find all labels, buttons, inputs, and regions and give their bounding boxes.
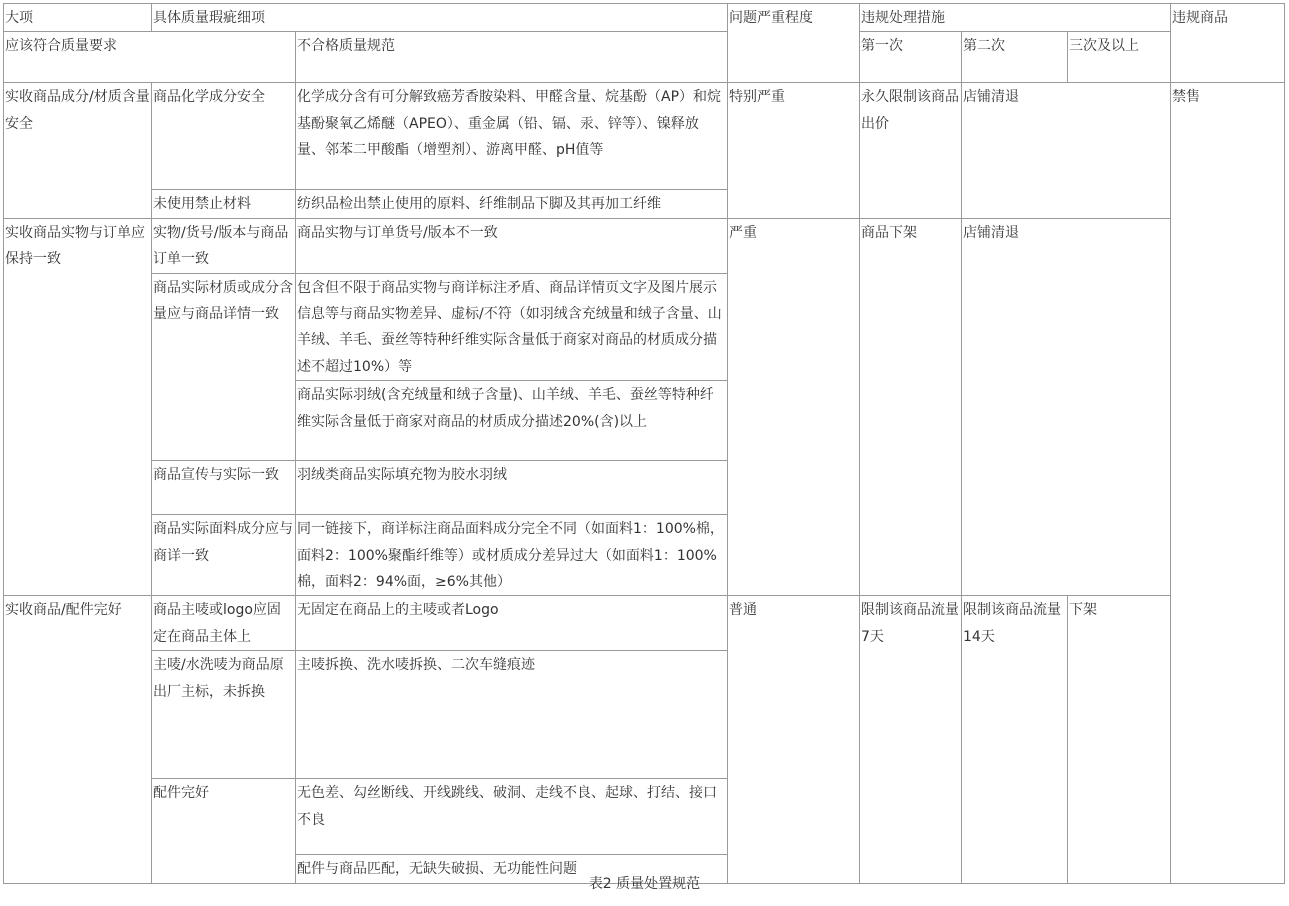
header-row-2 bbox=[4, 32, 1285, 83]
table-caption: 表2 质量处置规范 bbox=[588, 876, 701, 892]
header-violating-goods: 违规商品 bbox=[1171, 4, 1285, 83]
requirement-cell: 主唛/水洗唛为商品原出厂主标，未拆换 bbox=[152, 651, 296, 779]
major-item-cell: 实收商品/配件完好 bbox=[4, 596, 152, 883]
header-defect-detail: 具体质量瑕疵细项 bbox=[152, 4, 728, 32]
quality-table-container bbox=[3, 3, 1284, 884]
requirement-cell: 商品实际材质或成分含量应与商品详情一致 bbox=[152, 273, 296, 461]
major-item-cell: 实收商品实物与订单应保持一致 bbox=[4, 218, 152, 596]
requirement-cell: 商品宣传与实际一致 bbox=[152, 461, 296, 515]
nonconforming-cell: 配件与商品匹配，无缺失破损、无功能性问题 bbox=[296, 855, 728, 883]
nonconforming-cell: 化学成分含有可分解致癌芳香胺染料、甲醛含量、烷基酚（AP）和烷基酚聚氧乙烯醚（APEO）、重金属（铅、镉、汞、锌等）、镍释放量、邻苯二甲酸酯（增塑剂）、游离甲醛、pH值等 bbox=[296, 83, 728, 190]
requirement-cell: 商品主唛或logo应固定在商品主体上 bbox=[152, 596, 296, 651]
first-measure-cell: 限制该商品流量7天 bbox=[860, 596, 962, 883]
requirement-cell: 商品化学成分安全 bbox=[152, 83, 296, 190]
header-requirement: 应该符合质量要求 bbox=[4, 32, 296, 83]
first-measure-cell: 永久限制该商品出价 bbox=[860, 83, 962, 218]
requirement-cell: 配件完好 bbox=[152, 779, 296, 883]
header-measures: 违规处理措施 bbox=[860, 4, 1171, 32]
header-major-item: 大项 bbox=[4, 4, 152, 32]
severity-cell: 特别严重 bbox=[728, 83, 860, 218]
major-item-cell: 实收商品成分/材质含量安全 bbox=[4, 83, 152, 218]
nonconforming-cell: 无固定在商品上的主唛或者Logo bbox=[296, 596, 728, 651]
second-measure-cell: 限制该商品流量14天 bbox=[962, 596, 1068, 883]
header-third-plus: 三次及以上 bbox=[1068, 32, 1171, 83]
nonconforming-cell: 包含但不限于商品实物与商详标注矛盾、商品详情页文字及图片展示信息等与商品实物差异、虚标/不符（如羽绒含充绒量和绒子含量、山羊绒、羊毛、蚕丝等特种纤维实际含量低于商家对商品的材质成分描述不超过10%）等 bbox=[296, 273, 728, 381]
requirement-cell: 实物/货号/版本与商品订单一致 bbox=[152, 218, 296, 273]
header-nonconforming: 不合格质量规范 bbox=[296, 32, 728, 83]
requirement-cell: 商品实际面料成分应与商详一致 bbox=[152, 515, 296, 596]
nonconforming-cell: 商品实际羽绒(含充绒量和绒子含量)、山羊绒、羊毛、蚕丝等特种纤维实际含量低于商家对商品的材质成分描述20%(含)以上 bbox=[296, 381, 728, 461]
first-measure-cell: 商品下架 bbox=[860, 218, 962, 596]
nonconforming-cell: 纺织品检出禁止使用的原料、纤维制品下脚及其再加工纤维 bbox=[296, 190, 728, 218]
requirement-cell: 未使用禁止材料 bbox=[152, 190, 296, 218]
header-severity: 问题严重程度 bbox=[728, 4, 860, 83]
severity-cell: 普通 bbox=[728, 596, 860, 883]
nonconforming-cell: 商品实物与订单货号/版本不一致 bbox=[296, 218, 728, 273]
nonconforming-cell: 羽绒类商品实际填充物为胶水羽绒 bbox=[296, 461, 728, 515]
header-first: 第一次 bbox=[860, 32, 962, 83]
second-measure-cell: 店铺清退 bbox=[962, 83, 1171, 218]
third-measure-cell: 下架 bbox=[1068, 596, 1171, 883]
table-row bbox=[4, 596, 1285, 651]
nonconforming-cell: 主唛拆换、洗水唛拆换、二次车缝痕迹 bbox=[296, 651, 728, 779]
nonconforming-cell: 同一链接下，商详标注商品面料成分完全不同（如面料1：100%棉，面料2：100%聚酯纤维等）或材质成分差异过大（如面料1：100%棉，面料2：94%面，≥6%其他） bbox=[296, 515, 728, 596]
table-row bbox=[4, 218, 1285, 273]
nonconforming-cell: 无色差、勾丝断线、开线跳线、破洞、走线不良、起球、打结、接口不良 bbox=[296, 779, 728, 855]
severity-cell: 严重 bbox=[728, 218, 860, 596]
header-second: 第二次 bbox=[962, 32, 1068, 83]
quality-disposal-table bbox=[3, 3, 1285, 884]
second-measure-cell: 店铺清退 bbox=[962, 218, 1171, 596]
table-row bbox=[4, 83, 1285, 190]
header-row-1 bbox=[4, 4, 1285, 32]
violating-goods-cell: 禁售 bbox=[1171, 83, 1285, 883]
